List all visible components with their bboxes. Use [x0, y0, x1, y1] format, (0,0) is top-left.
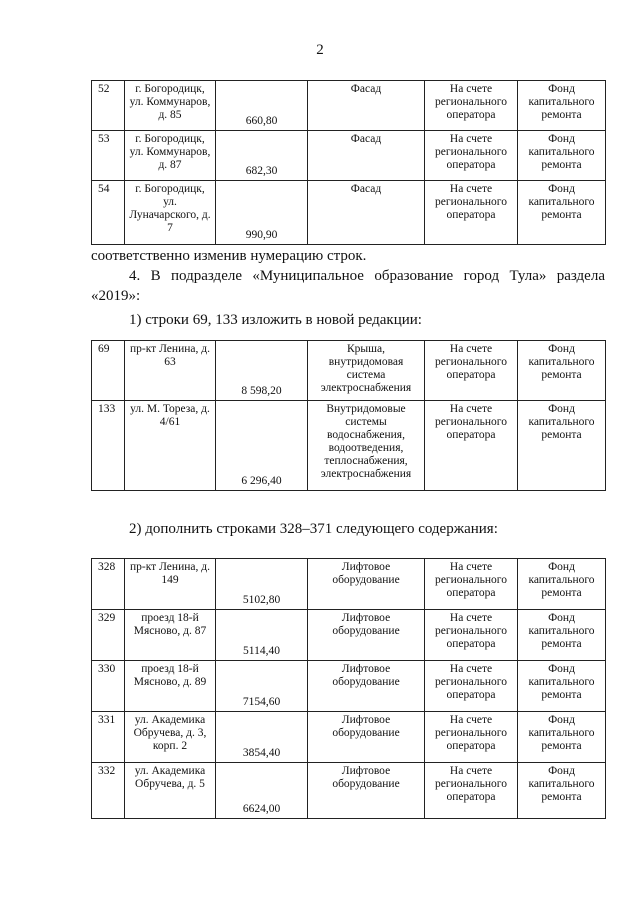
table-row [92, 131, 606, 181]
row-fund: Фонд капитального ремонта [518, 81, 606, 131]
table-row [92, 401, 606, 491]
row-fund: Фонд капитального ремонта [518, 181, 606, 245]
row-work: Крыша, внутридомовая система электроснабжения [308, 341, 425, 401]
row-address: пр-кт Ленина, д. 149 [125, 559, 216, 610]
row-account: На счете регионального оператора [425, 661, 518, 712]
table-row [92, 559, 606, 610]
text-line-renumber: соответственно изменив нумерацию строк. [91, 248, 367, 264]
text-block-1 [91, 246, 605, 330]
row-work: Фасад [308, 131, 425, 181]
row-fund: Фонд капитального ремонта [518, 712, 606, 763]
row-area: 660,80 [216, 81, 308, 131]
table-row [92, 341, 606, 401]
row-address: ул. Академика Обручева, д. 3, корп. 2 [125, 712, 216, 763]
row-address: проезд 18-й Мясново, д. 87 [125, 610, 216, 661]
text-line-subsection: 4. В подразделе «Муниципальное образование город Тула» раздела «2019»: [91, 268, 605, 304]
row-fund: Фонд капитального ремонта [518, 559, 606, 610]
row-number: 52 [92, 81, 125, 131]
row-fund: Фонд капитального ремонта [518, 661, 606, 712]
table-facade [91, 80, 606, 245]
row-account: На счете регионального оператора [425, 763, 518, 819]
row-number: 69 [92, 341, 125, 401]
table-elevators [91, 558, 606, 819]
table-row [92, 712, 606, 763]
row-work: Лифтовое оборудование [308, 763, 425, 819]
page-number: 2 [316, 42, 324, 58]
row-number: 53 [92, 131, 125, 181]
row-number: 329 [92, 610, 125, 661]
table-row [92, 181, 606, 245]
row-fund: Фонд капитального ремонта [518, 401, 606, 491]
row-area: 682,30 [216, 131, 308, 181]
row-number: 328 [92, 559, 125, 610]
row-account: На счете регионального оператора [425, 81, 518, 131]
row-fund: Фонд капитального ремонта [518, 610, 606, 661]
row-number: 331 [92, 712, 125, 763]
row-work: Фасад [308, 81, 425, 131]
text-line-add-rows: 2) дополнить строками 328–371 следующего содержания: [129, 521, 498, 537]
text-line-rows-new-edition: 1) строки 69, 133 изложить в новой редакции: [129, 312, 422, 328]
row-fund: Фонд капитального ремонта [518, 131, 606, 181]
row-work: Лифтовое оборудование [308, 559, 425, 610]
row-number: 133 [92, 401, 125, 491]
row-work: Лифтовое оборудование [308, 712, 425, 763]
row-address: г. Богородицк, ул. Коммунаров, д. 87 [125, 131, 216, 181]
row-number: 54 [92, 181, 125, 245]
row-number: 332 [92, 763, 125, 819]
row-account: На счете регионального оператора [425, 712, 518, 763]
row-area: 5114,40 [216, 610, 308, 661]
row-address: проезд 18-й Мясново, д. 89 [125, 661, 216, 712]
table-row [92, 81, 606, 131]
row-address: пр-кт Ленина, д. 63 [125, 341, 216, 401]
row-area: 3854,40 [216, 712, 308, 763]
row-account: На счете регионального оператора [425, 559, 518, 610]
row-account: На счете регионального оператора [425, 181, 518, 245]
row-area: 7154,60 [216, 661, 308, 712]
row-address: г. Богородицк, ул. Луначарского, д. 7 [125, 181, 216, 245]
table-row [92, 661, 606, 712]
row-area: 8 598,20 [216, 341, 308, 401]
row-address: ул. М. Тореза, д. 4/61 [125, 401, 216, 491]
row-fund: Фонд капитального ремонта [518, 341, 606, 401]
row-area: 6 296,40 [216, 401, 308, 491]
row-work: Фасад [308, 181, 425, 245]
row-area: 6624,00 [216, 763, 308, 819]
row-area: 990,90 [216, 181, 308, 245]
row-fund: Фонд капитального ремонта [518, 763, 606, 819]
row-account: На счете регионального оператора [425, 131, 518, 181]
table-lenina-toreza [91, 340, 606, 491]
table-row [92, 763, 606, 819]
row-work: Лифтовое оборудование [308, 610, 425, 661]
row-work: Внутридомовые системы водоснабжения, водоотведения, теплоснабжения, электроснабжения [308, 401, 425, 491]
row-account: На счете регионального оператора [425, 610, 518, 661]
row-number: 330 [92, 661, 125, 712]
row-address: г. Богородицк, ул. Коммунаров, д. 85 [125, 81, 216, 131]
row-work: Лифтовое оборудование [308, 661, 425, 712]
row-address: ул. Академика Обручева, д. 5 [125, 763, 216, 819]
row-account: На счете регионального оператора [425, 401, 518, 491]
row-account: На счете регионального оператора [425, 341, 518, 401]
table-row [92, 610, 606, 661]
row-area: 5102,80 [216, 559, 308, 610]
